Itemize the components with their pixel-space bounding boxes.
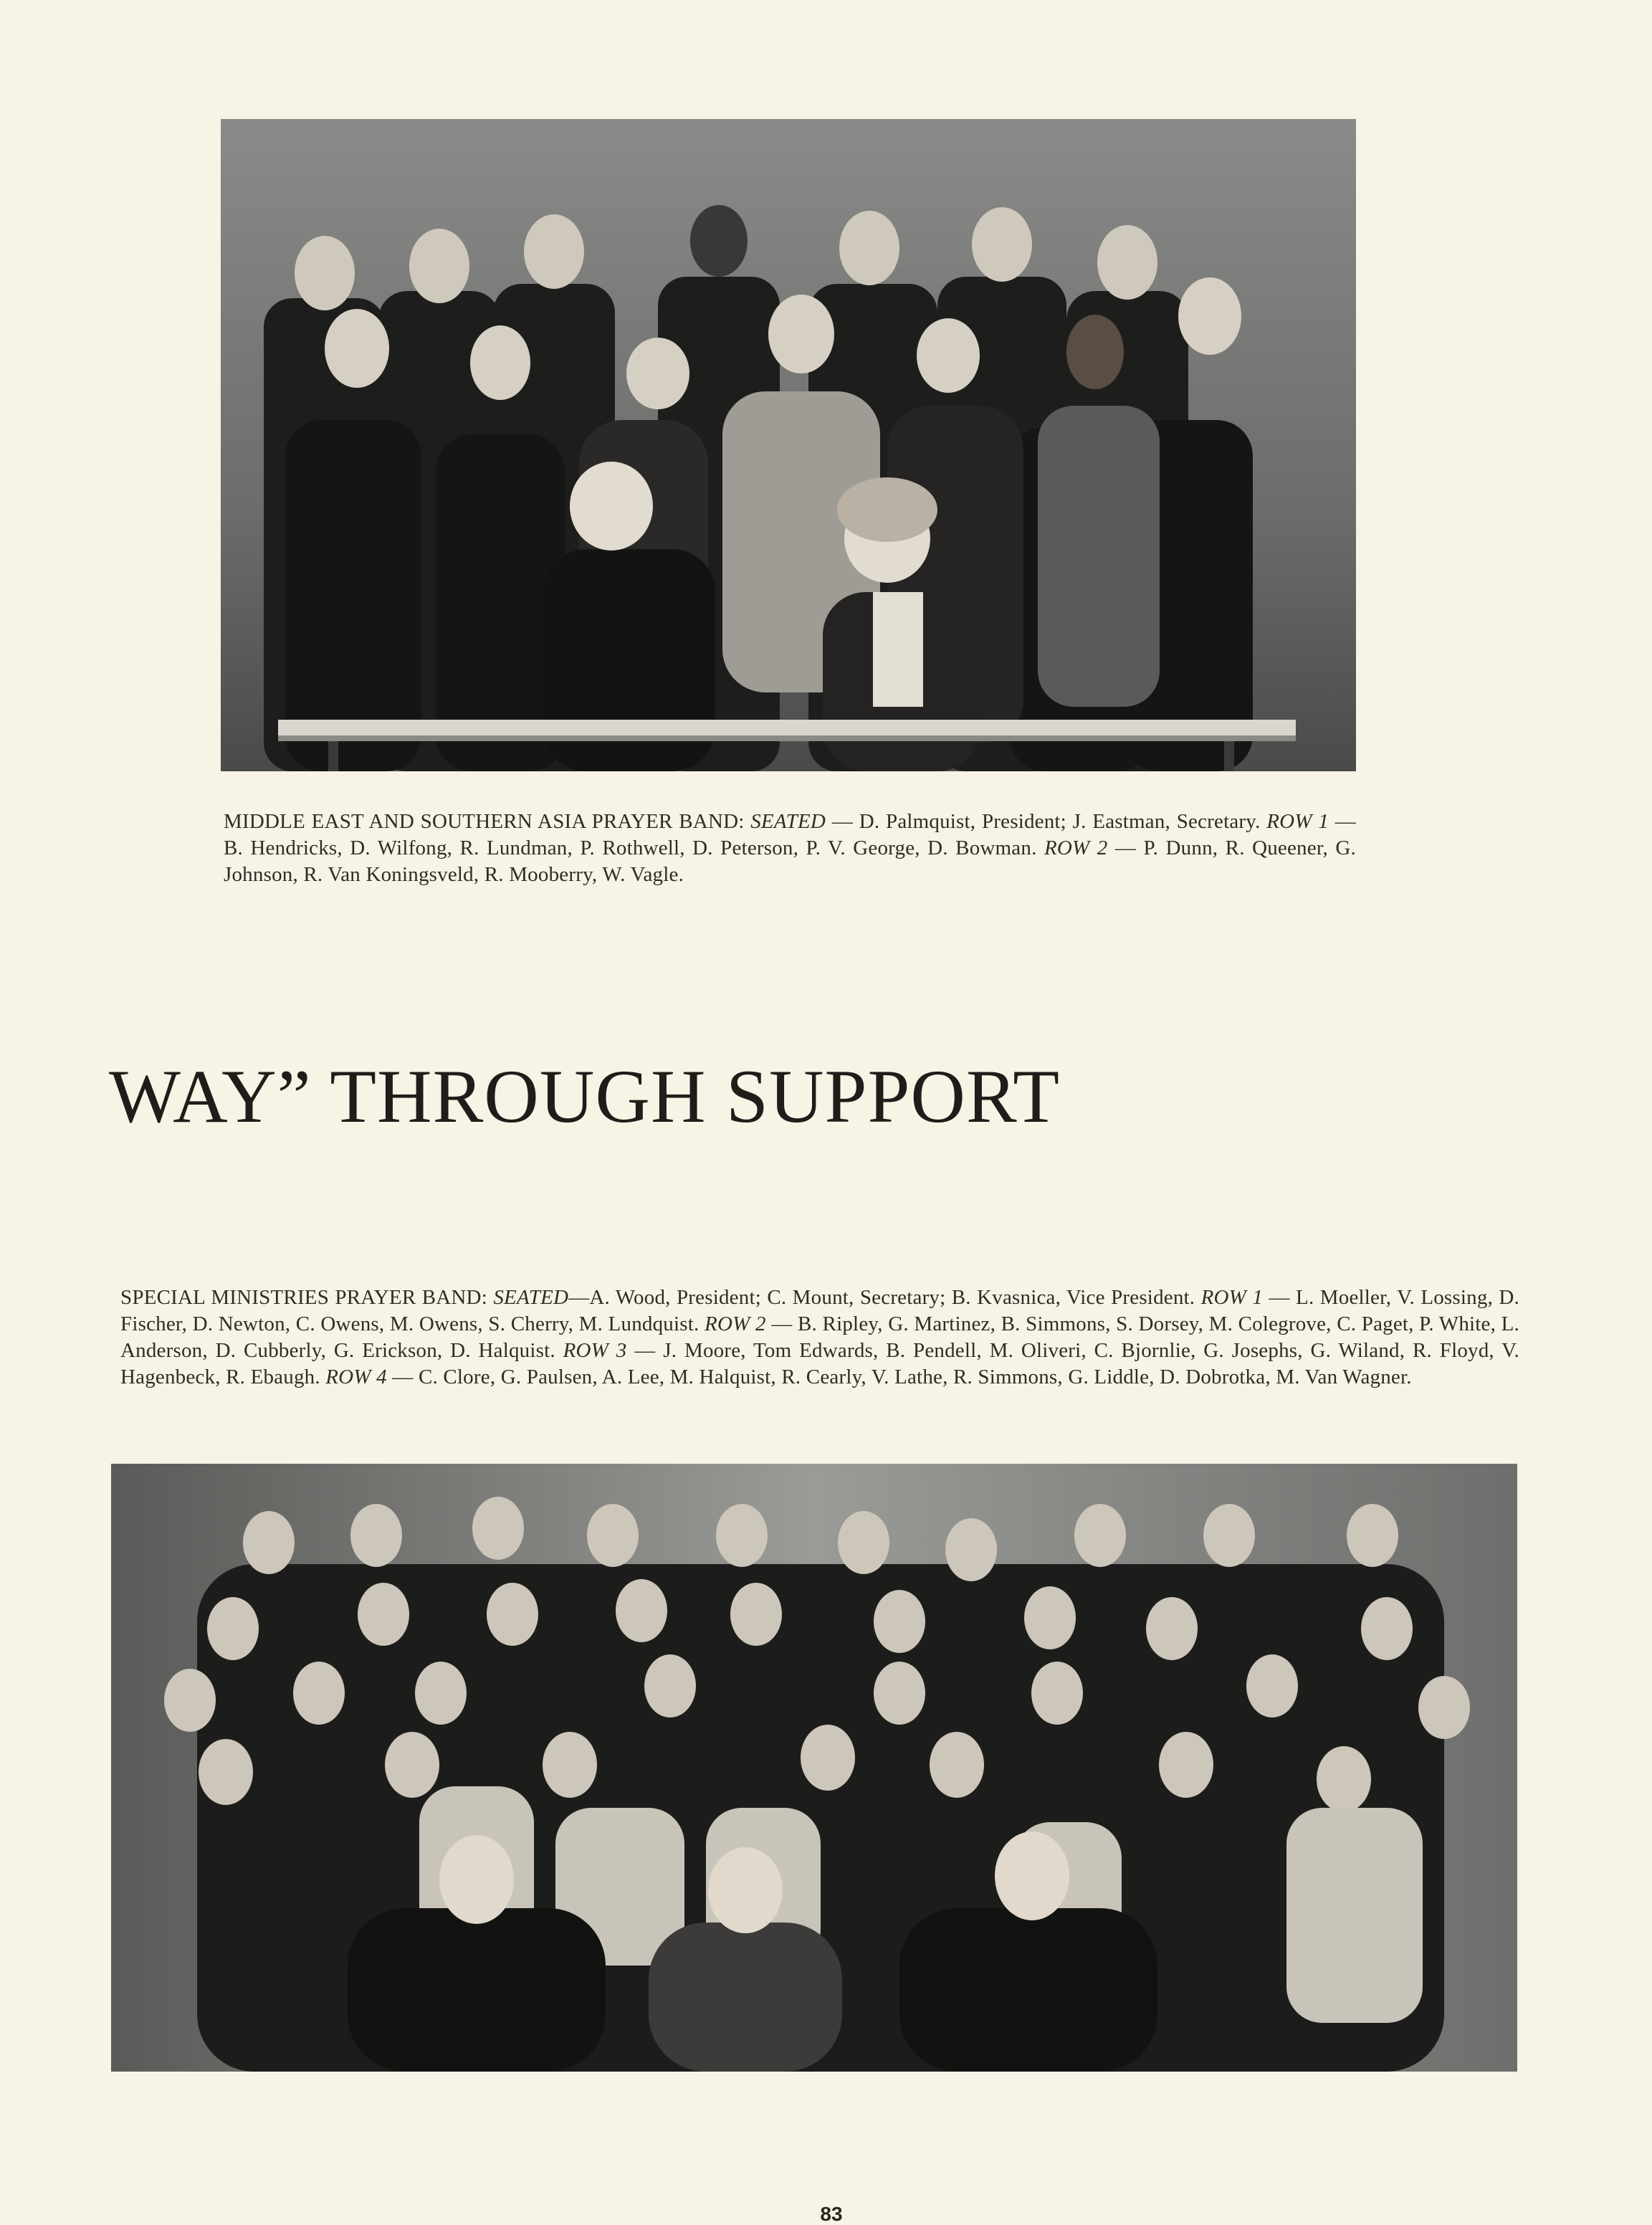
- caption-row3-label: ROW 3: [563, 1339, 627, 1362]
- caption-row1-label: ROW 1: [1200, 1286, 1264, 1309]
- caption-seated-label: SEATED: [750, 810, 826, 833]
- caption-seated-names: — D. Palmquist, President; J. Eastman, Secretary.: [826, 810, 1267, 833]
- photo-top-graphic: [221, 119, 1356, 771]
- group-photo-special-ministries-prayer-band: [111, 1464, 1517, 2072]
- caption-row2-label: ROW 2: [1044, 837, 1108, 859]
- caption-row1-names: — L. Moeller, V. Lossing, D. Fischer, D. Newton, C. Owens, M. Owens, S. Cherry, M. Lundquist.: [120, 1286, 1519, 1335]
- caption-row2-label: ROW 2: [705, 1312, 766, 1335]
- caption-middle-east-prayer-band: [224, 809, 1356, 888]
- caption-row1-label: ROW 1: [1266, 810, 1329, 833]
- caption-seated-names: —A. Wood, President; C. Mount, Secretary; B. Kvasnica, Vice President.: [568, 1286, 1201, 1309]
- caption-seated-label: SEATED: [493, 1286, 569, 1309]
- caption-row4-label: ROW 4: [325, 1366, 387, 1388]
- photo-bottom-graphic: [111, 1464, 1517, 2072]
- caption-row2-names: — P. Dunn, R. Queener, G. Johnson, R. Van Koningsveld, R. Mooberry, W. Vagle.: [224, 837, 1356, 886]
- page-number: 83: [820, 2203, 843, 2225]
- caption-row1-names: — B. Hendricks, D. Wilfong, R. Lundman, P. Rothwell, D. Peterson, P. V. George, D. Bowman.: [224, 810, 1356, 859]
- group-photo-middle-east-prayer-band: [221, 119, 1356, 771]
- section-headline: WAY” THROUGH SUPPORT: [109, 1054, 1061, 1138]
- caption-special-ministries-prayer-band: [120, 1285, 1519, 1391]
- caption-group-name: MIDDLE EAST AND SOUTHERN ASIA PRAYER BAND:: [224, 810, 751, 833]
- caption-group-name: SPECIAL MINISTRIES PRAYER BAND:: [120, 1286, 494, 1309]
- caption-row3-names: — J. Moore, Tom Edwards, B. Pendell, M. Oliveri, C. Bjornlie, G. Josephs, G. Wiland, R. Floyd, V. Hagenbeck, R. Ebaugh.: [120, 1339, 1519, 1388]
- caption-row4-names: — C. Clore, G. Paulsen, A. Lee, M. Halquist, R. Cearly, V. Lathe, R. Simmons, G. Liddle, D. Dobrotka, M. Van Wagner.: [386, 1366, 1412, 1388]
- caption-row2-names: — B. Ripley, G. Martinez, B. Simmons, S. Dorsey, M. Colegrove, C. Paget, P. White, L. Anderson, D. Cubberly, G. Erickson, D. Halquist.: [120, 1312, 1519, 1362]
